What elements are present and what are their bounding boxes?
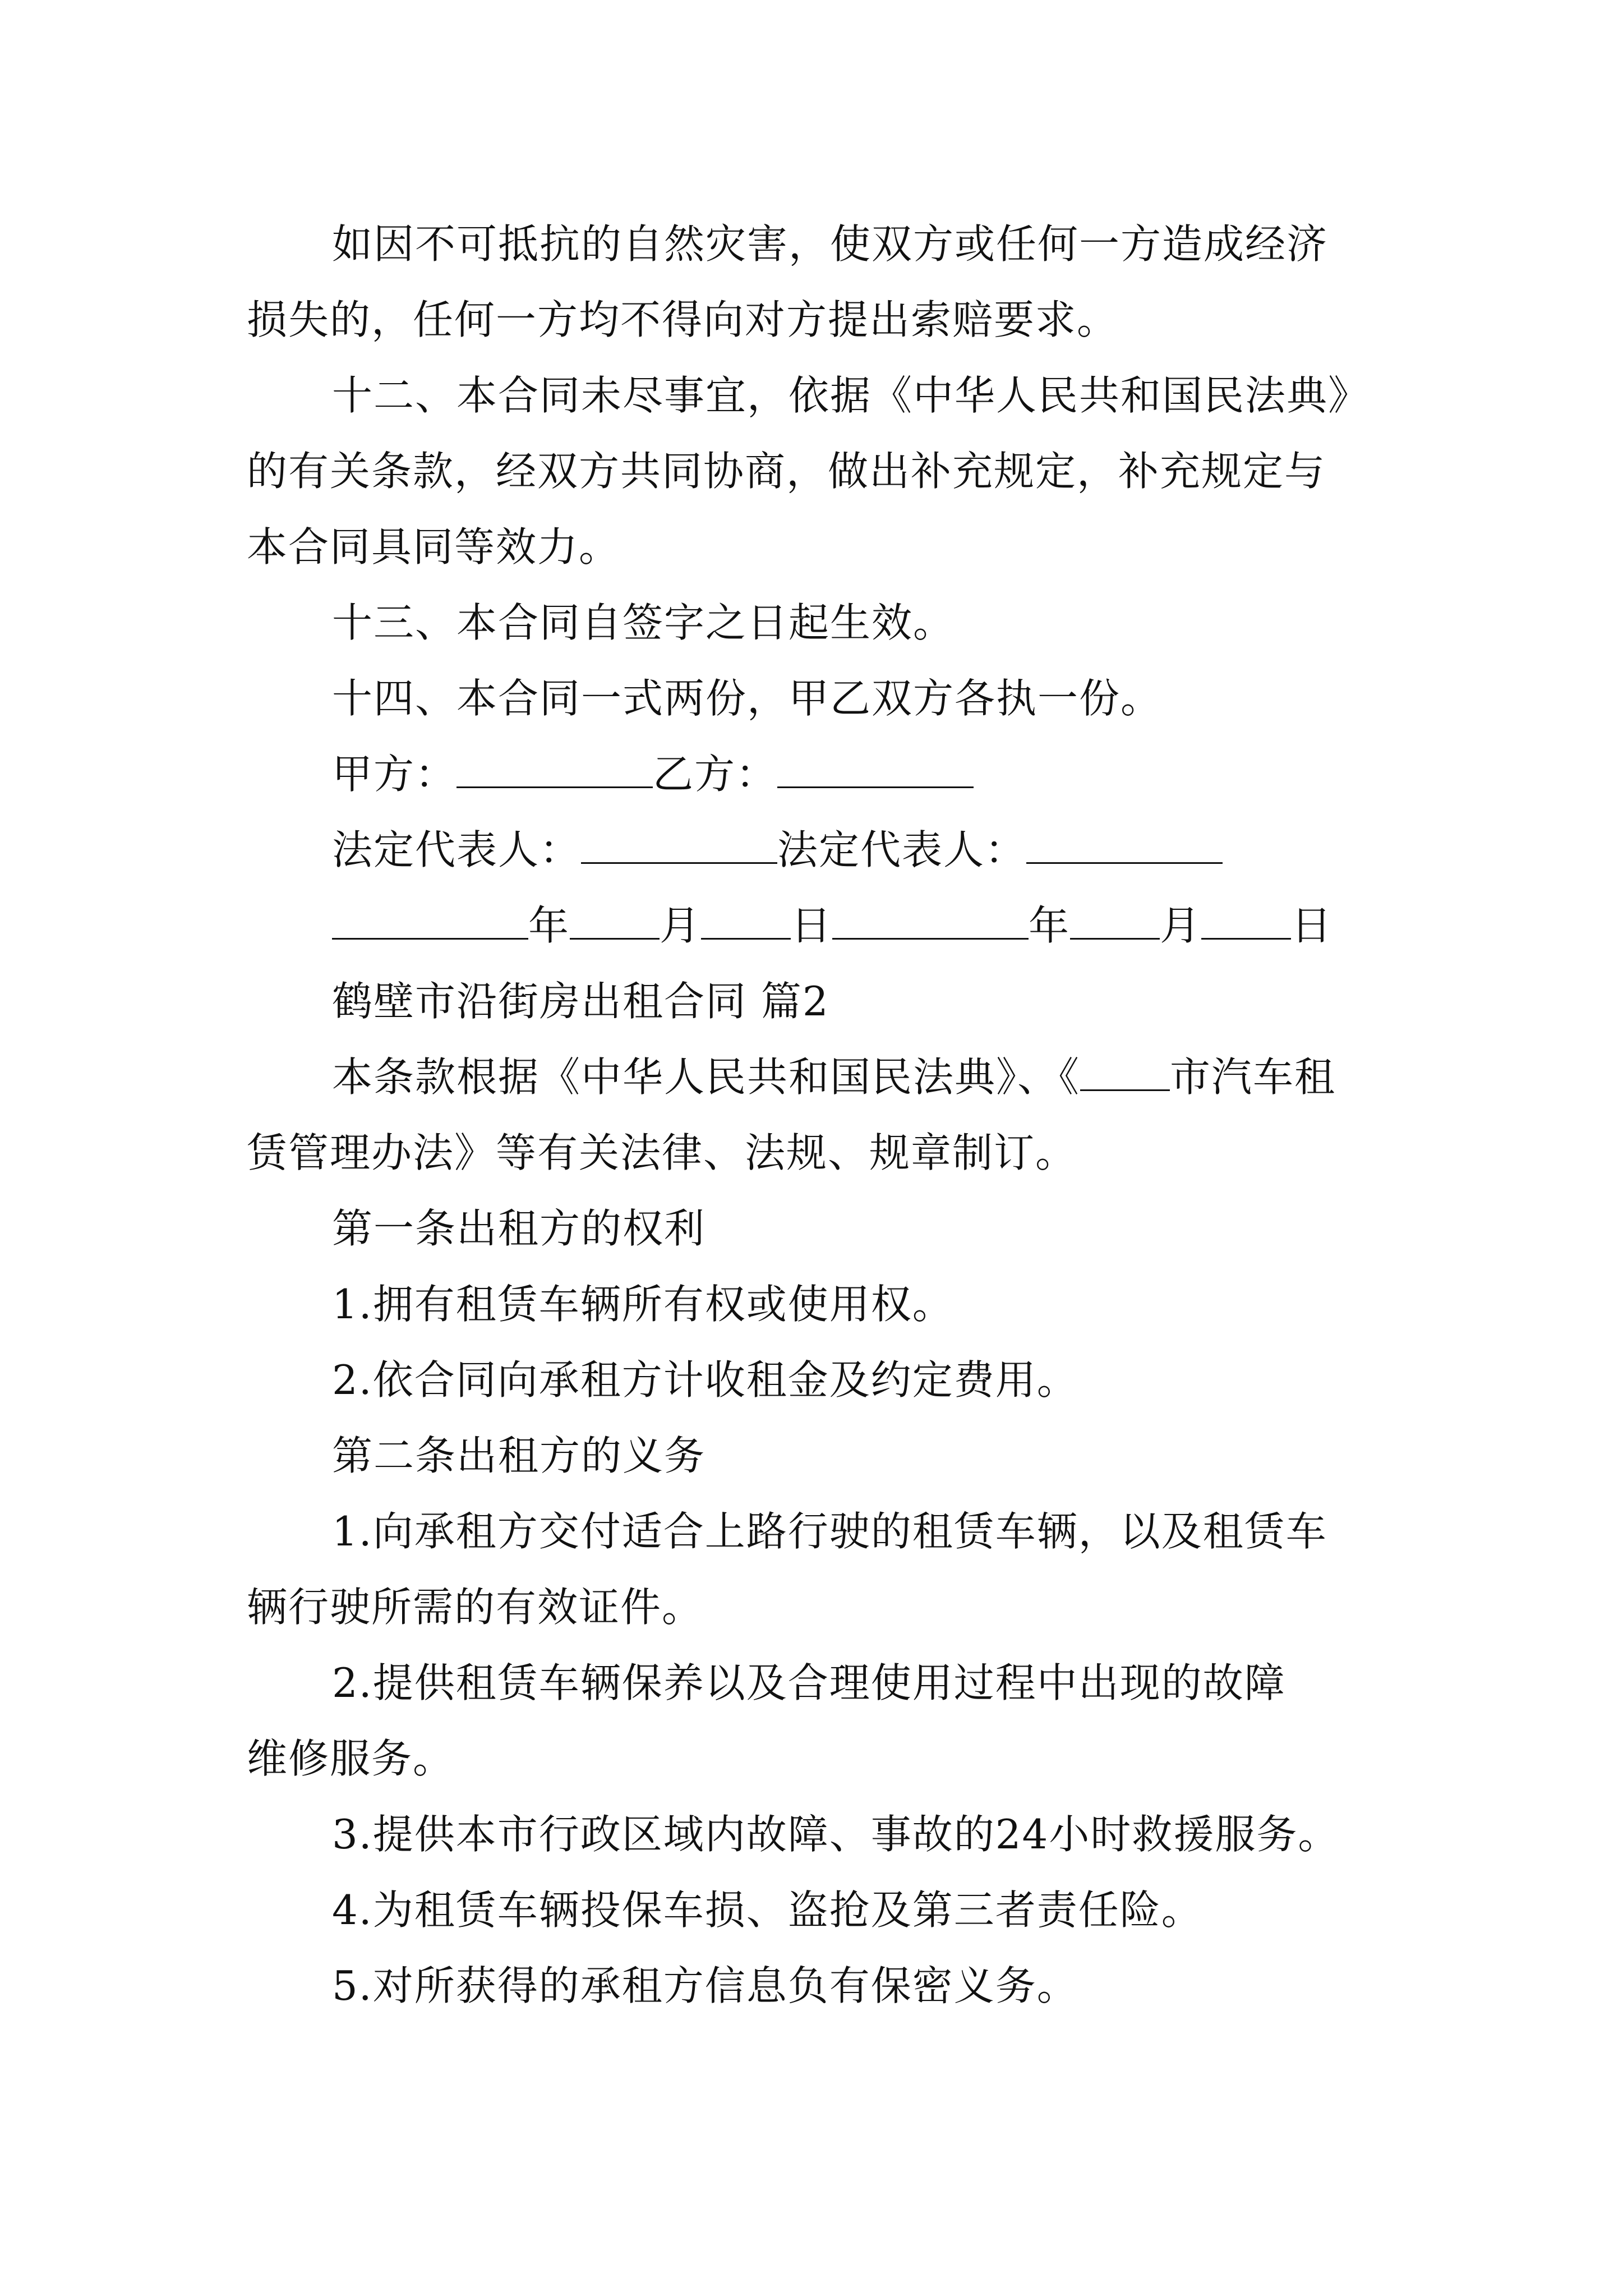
section-2-intro-line-1 xyxy=(332,1050,1476,1104)
article-1-title: 第一条出租方的权利 xyxy=(332,1205,706,1252)
clause-14: 十四、本合同一式两份，甲乙双方各执一份。 xyxy=(332,675,1163,722)
rep-b-blank xyxy=(1026,823,1223,864)
clause-12-line-2: 的有关条款，经双方共同协商，做出补充规定，补充规定与 xyxy=(247,448,1326,495)
article-2-item-4: 4.为租赁车辆投保车损、盗抢及第三者责任险。 xyxy=(332,1887,1203,1934)
section-2-intro-line-2: 赁管理办法》等有关法律、法规、规章制订。 xyxy=(247,1129,1077,1176)
date-b-month-label: 月 xyxy=(1160,902,1202,949)
paragraph-force-majeure-line-2: 损失的，任何一方均不得向对方提出索赔要求。 xyxy=(247,296,1119,343)
date-b-month-blank xyxy=(1070,899,1160,940)
date-b-day-label: 日 xyxy=(1291,902,1333,949)
article-1-item-2: 2.依合同向承租方计收租金及约定费用。 xyxy=(332,1356,1078,1404)
date-a-year-label: 年 xyxy=(528,902,570,949)
party-b-label: 乙方： xyxy=(653,751,778,798)
rep-a-blank xyxy=(581,823,777,864)
clause-13: 十三、本合同自签字之日起生效。 xyxy=(332,599,955,646)
clause-12-line-3: 本合同具同等效力。 xyxy=(247,523,621,570)
date-a-month-blank xyxy=(570,899,660,940)
article-2-title: 第二条出租方的义务 xyxy=(332,1432,706,1479)
article-2-item-2-line-2: 维修服务。 xyxy=(247,1735,455,1782)
party-b-blank xyxy=(777,747,974,788)
article-2-item-2-line-1: 2.提供租赁车辆保养以及合理使用过程中出现的故障 xyxy=(332,1659,1286,1706)
signature-parties-row xyxy=(332,747,1476,801)
signature-dates-row xyxy=(332,899,1476,953)
date-b-day-blank xyxy=(1201,899,1291,940)
party-a-blank xyxy=(457,747,653,788)
article-1-item-1: 1.拥有租赁车辆所有权或使用权。 xyxy=(332,1281,954,1328)
rep-a-label: 法定代表人： xyxy=(332,826,582,873)
clause-12-line-1: 十二、本合同未尽事宜，依据《中华人民共和国民法典》 xyxy=(332,372,1370,419)
rep-b-label: 法定代表人： xyxy=(777,826,1027,873)
date-a-day-blank xyxy=(701,899,791,940)
intro-text-before-blank: 本条款根据《中华人民共和国民法典》、《 xyxy=(332,1053,1081,1101)
section-2-title: 鹤壁市沿街房出租合同 篇2 xyxy=(332,978,829,1025)
article-2-item-5: 5.对所获得的承租方信息负有保密义务。 xyxy=(332,1962,1078,2009)
signature-representatives-row xyxy=(332,823,1476,877)
paragraph-force-majeure-line-1: 如因不可抵抗的自然灾害，使双方或任何一方造成经济 xyxy=(332,220,1329,268)
party-a-label: 甲方： xyxy=(332,751,457,798)
date-a-year-blank xyxy=(332,899,528,940)
article-2-item-3: 3.提供本市行政区域内故障、事故的24小时救援服务。 xyxy=(332,1811,1340,1858)
intro-text-after-blank: 市汽车租 xyxy=(1170,1053,1336,1101)
date-b-year-label: 年 xyxy=(1029,902,1071,949)
date-b-year-blank xyxy=(832,899,1029,940)
date-a-month-label: 月 xyxy=(660,902,702,949)
date-a-day-label: 日 xyxy=(791,902,833,949)
article-2-item-1-line-2: 辆行驶所需的有效证件。 xyxy=(247,1584,704,1631)
city-blank xyxy=(1080,1050,1170,1091)
article-2-item-1-line-1: 1.向承租方交付适合上路行驶的租赁车辆，以及租赁车 xyxy=(332,1508,1327,1555)
